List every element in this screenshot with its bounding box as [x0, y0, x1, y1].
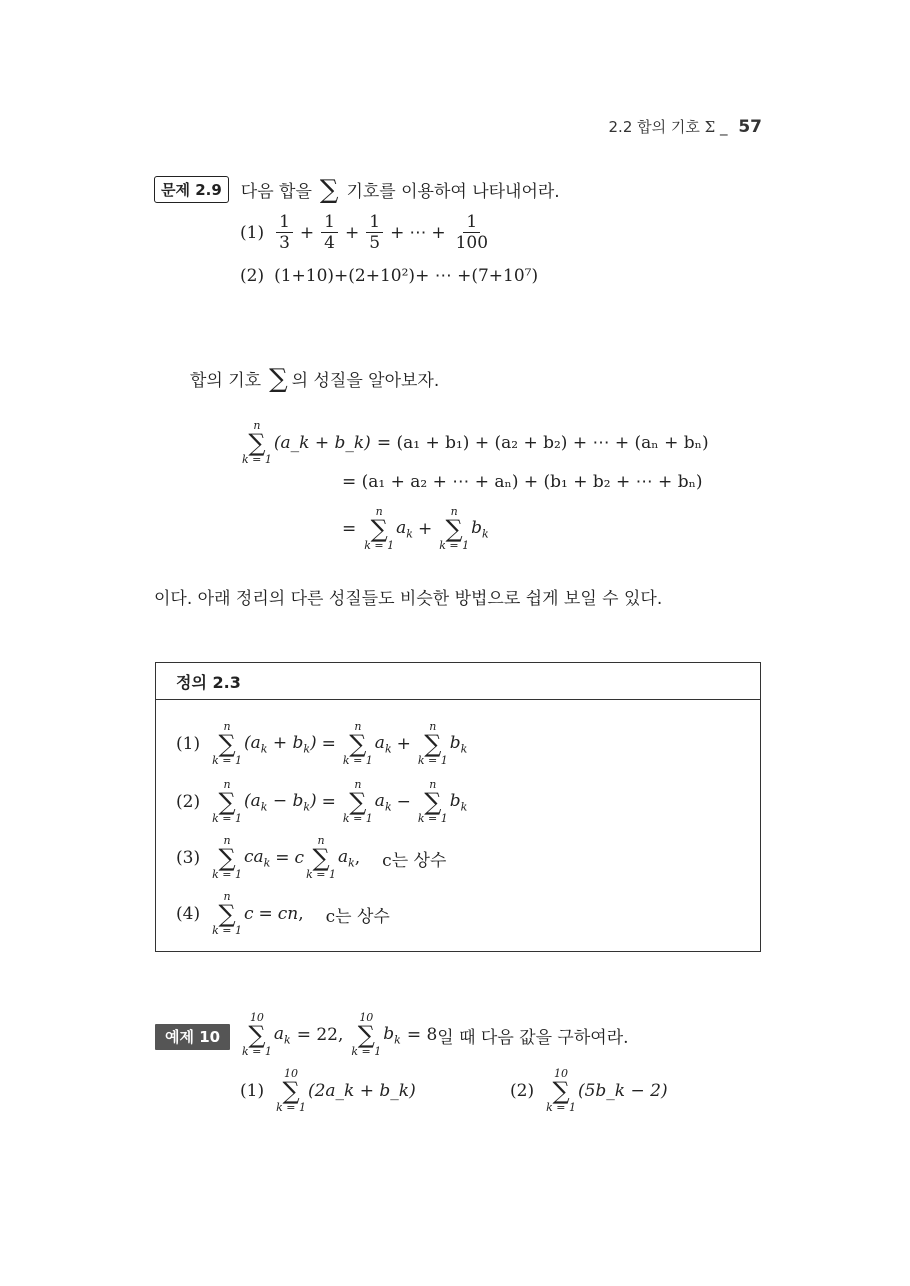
problem-prompt-start: 다음 합을 [240, 182, 312, 202]
expansion: = (a₁ + b₁) + (a₂ + b₂) + ⋯ + (aₙ + bₙ) [376, 433, 709, 453]
item-number: (3) [176, 848, 201, 868]
sigma-symbol: ∑ [319, 174, 339, 205]
running-header [609, 116, 762, 137]
problem-item-1: (1) $\frac{1}{3}$ + $\frac{1}{4}$ + $\frac{1}{5}$ + ⋯ + $\frac{1}{100}$ [240, 212, 493, 253]
example-given: 10 ∑ k = 1 $a_k$ = 22, 10 ∑ k = 1 $b_k$ = 8 일 때 다음 값을 구하여라. [242, 1011, 629, 1058]
example-label: 예제 10 [155, 1024, 230, 1050]
separator: _ [720, 118, 728, 136]
example-label-wrap [155, 1026, 230, 1047]
item-expression: (2a_k + b_k) [307, 1081, 416, 1101]
example-item-2: (2) 10 ∑ k = 1 (5b_k − 2) [510, 1067, 668, 1114]
definition-item-2: (2) n ∑ k = 1 $(a_k - b_k)$ = n ∑ k = 1 $a_k$ − n ∑ k = 1 $b_k$ [176, 778, 468, 825]
derivation-line-3: = n ∑ k = 1 $a_k$ + n ∑ k = 1 $b_k$ [342, 505, 489, 552]
fraction: $\frac{1}{3}$ [276, 212, 293, 253]
derivation-line-1 [240, 420, 709, 466]
example-prompt: 일 때 다음 값을 구하여라. [437, 1027, 629, 1048]
problem-prompt-end: 기호를 이용하여 나타내어라. [346, 182, 560, 202]
definition-item-1: (1) n ∑ k = 1 $(a_k + b_k)$ = n ∑ k = 1 $a_k$ + n ∑ k = 1 $b_k$ [176, 720, 468, 767]
section-title: 2.2 합의 기호 [608, 118, 700, 136]
given-a: = 22, [296, 1025, 344, 1045]
item-number: (2) [510, 1081, 535, 1101]
constant-note: c는 상수 [325, 906, 390, 927]
ellipsis: ⋯ [409, 222, 427, 243]
item-expression: (5b_k − 2) [577, 1081, 668, 1101]
problem-label: 문제 2.9 [154, 176, 229, 203]
intro-end: 의 성질을 알아보자. [291, 371, 440, 391]
summation: n ∑ k = 1 [242, 419, 272, 466]
summation: n ∑ k = 1 [439, 505, 470, 552]
fraction: $\frac{1}{4}$ [321, 212, 338, 253]
item-number: (2) [176, 792, 201, 812]
problem-header [154, 176, 560, 203]
sum-term: (a_k + b_k) [273, 433, 371, 453]
fraction: $\frac{1}{100}$ [455, 212, 489, 253]
sigma-symbol: Σ [704, 118, 716, 136]
given-b: = 8 [406, 1025, 438, 1045]
intro-sentence [190, 363, 440, 394]
definition-box [155, 662, 761, 952]
item-number: (1) [240, 222, 265, 243]
paragraph: 이다. 아래 정리의 다른 성질들도 비슷한 방법으로 쉽게 보일 수 있다. [154, 589, 663, 609]
problem-item-2 [240, 266, 538, 286]
summation: n ∑ k = 1 [364, 505, 395, 552]
example-item-1: (1) 10 ∑ k = 1 (2a_k + b_k) [240, 1067, 416, 1114]
item-number: (1) [176, 734, 201, 754]
item-number: (1) [240, 1081, 265, 1101]
term-a: $a_k$ [396, 517, 413, 541]
definition-item-4: (4) n ∑ k = 1 c = cn , c는 상수 [176, 890, 390, 937]
item-expression: (1+10)+(2+10²)+ ⋯ +(7+10⁷) [274, 266, 539, 286]
page-number: 57 [738, 117, 762, 137]
item-number: (2) [240, 266, 265, 286]
intro-start: 합의 기호 [190, 371, 262, 391]
equals-sign: = [342, 519, 357, 539]
constant-note: c는 상수 [382, 850, 447, 871]
term-b: $b_k$ [471, 517, 489, 541]
definition-title: 정의 2.3 [156, 663, 760, 700]
definition-item-3: (3) n ∑ k = 1 $ca_k$ = c n ∑ k = 1 $a_k$ , c는 상수 [176, 834, 447, 881]
item-number: (4) [176, 904, 201, 924]
derivation-line-2 [342, 472, 703, 492]
fraction: $\frac{1}{5}$ [366, 212, 383, 253]
sigma-symbol: ∑ [269, 363, 288, 394]
regrouped-expansion: = (a₁ + a₂ + ⋯ + aₙ) + (b₁ + b₂ + ⋯ + bₙ) [342, 472, 703, 492]
